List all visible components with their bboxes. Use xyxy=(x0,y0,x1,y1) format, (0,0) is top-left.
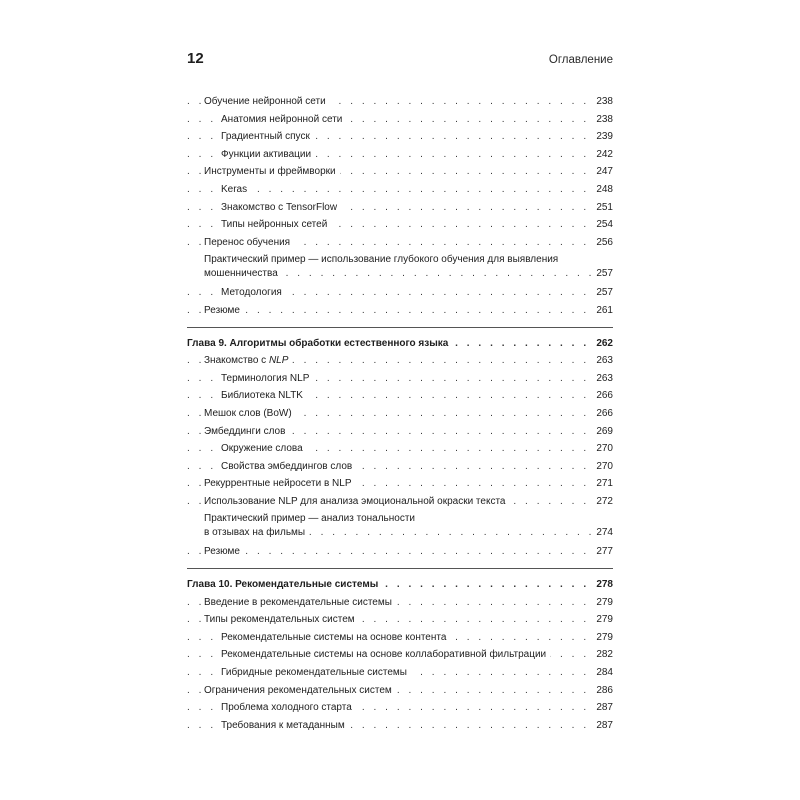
toc-entry-page: 261 xyxy=(592,302,613,320)
toc-entry[interactable] xyxy=(187,475,613,493)
toc-entry-page: 251 xyxy=(592,199,613,217)
toc-entry[interactable] xyxy=(187,199,613,217)
toc-entry[interactable] xyxy=(187,611,613,629)
toc-entry-title: Типы рекомендательных систем xyxy=(204,614,359,625)
toc-entry[interactable] xyxy=(187,216,613,234)
toc-entry[interactable] xyxy=(187,423,613,441)
toc-chapter-title: Глава 9. Алгоритмы обработки естественного языка xyxy=(187,338,452,349)
toc-entry[interactable] xyxy=(187,146,613,164)
toc-entry[interactable] xyxy=(187,646,613,664)
toc-entry-page: 238 xyxy=(592,93,613,111)
toc-entry-page: 256 xyxy=(592,234,613,252)
toc-entry-title: Окружение слова xyxy=(221,443,307,454)
toc-entry-page: 257 xyxy=(592,284,613,302)
toc-entry[interactable] xyxy=(187,510,613,543)
toc-entry-page: 279 xyxy=(592,629,613,647)
toc-entry-title-line1: Практический пример — использование глубокого обучения для выявления xyxy=(204,254,559,266)
toc-entry-page: 274 xyxy=(592,526,613,540)
toc-entry-page: 277 xyxy=(592,543,613,561)
toc-entry[interactable] xyxy=(187,493,613,511)
toc-entry[interactable] xyxy=(187,405,613,423)
toc-entry-title: Проблема холодного старта xyxy=(221,702,356,713)
toc-entry[interactable] xyxy=(187,370,613,388)
toc-entry-page: 270 xyxy=(592,458,613,476)
toc-entry[interactable] xyxy=(187,163,613,181)
toc-entry[interactable] xyxy=(187,284,613,302)
toc-entry-title: Методология xyxy=(221,287,286,298)
toc-entry-page: 266 xyxy=(592,405,613,423)
toc-entry[interactable] xyxy=(187,234,613,252)
toc-entry-title: Рекуррентные нейросети в NLP xyxy=(204,478,356,489)
running-head: Оглавление xyxy=(548,54,613,66)
toc-entry-title: Ограничения рекомендательных систем xyxy=(204,685,396,696)
toc-entry-title: Требования к метаданным xyxy=(221,720,349,731)
toc-entry-title: Эмбеддинги слов xyxy=(204,426,289,437)
table-of-contents xyxy=(187,93,613,734)
toc-entry-title-em: NLP xyxy=(268,355,289,367)
chapter-divider xyxy=(187,568,613,569)
toc-entry[interactable] xyxy=(187,128,613,146)
toc-entry-title: Знакомство с TensorFlow xyxy=(221,202,341,213)
toc-entry-title: Введение в рекомендательные системы xyxy=(204,597,396,608)
toc-entry-page: 242 xyxy=(592,146,613,164)
toc-entry-page: 279 xyxy=(592,611,613,629)
toc-entry-title: Резюме xyxy=(204,546,244,557)
toc-entry-title: Инструменты и фреймворки xyxy=(204,166,340,177)
toc-entry-page: 248 xyxy=(592,181,613,199)
page-number: 12 xyxy=(187,50,204,67)
toc-entry-page: 287 xyxy=(592,699,613,717)
toc-entry-title-line2: в отзывах на фильмы xyxy=(204,527,309,538)
toc-entry-title: Обучение нейронной сети xyxy=(204,96,330,107)
toc-entry-page: 282 xyxy=(592,646,613,664)
toc-entry[interactable] xyxy=(187,93,613,111)
toc-entry-title: Резюме xyxy=(204,305,244,316)
toc-entry[interactable] xyxy=(187,629,613,647)
toc-entry-title-line2: мошенничества xyxy=(204,268,282,279)
toc-entry[interactable] xyxy=(187,352,613,370)
toc-entry-title: Знакомство с NLP xyxy=(204,355,292,366)
toc-entry[interactable] xyxy=(187,682,613,700)
toc-entry[interactable] xyxy=(187,717,613,735)
toc-entry-title-line1: Практический пример — анализ тональности xyxy=(204,513,416,525)
toc-entry-page: 263 xyxy=(592,352,613,370)
toc-entry-page: 269 xyxy=(592,423,613,441)
toc-entry-title: Типы нейронных сетей xyxy=(221,219,331,230)
chapter-divider xyxy=(187,327,613,328)
toc-entry-title: Функции активации xyxy=(221,149,315,160)
toc-entry[interactable] xyxy=(187,699,613,717)
toc-entry-page: 247 xyxy=(592,163,613,181)
toc-entry[interactable] xyxy=(187,111,613,129)
toc-entry-page: 279 xyxy=(592,594,613,612)
toc-entry-page: 284 xyxy=(592,664,613,682)
toc-entry-title: Мешок слов (BoW) xyxy=(204,408,296,419)
toc-chapter-title: Глава 10. Рекомендательные системы xyxy=(187,579,382,590)
toc-entry-title: Градиентный спуск xyxy=(221,131,314,142)
toc-entry[interactable] xyxy=(187,543,613,561)
toc-entry[interactable] xyxy=(187,458,613,476)
toc-entry-title: Рекомендательные системы на основе контента xyxy=(221,632,450,643)
toc-entry-page: 271 xyxy=(592,475,613,493)
toc-entry-title: Библиотека NLTK xyxy=(221,390,307,401)
toc-entry-page: 287 xyxy=(592,717,613,735)
toc-chapter-page: 262 xyxy=(592,335,613,353)
toc-entry[interactable] xyxy=(187,440,613,458)
toc-entry-title: Анатомия нейронной сети xyxy=(221,114,346,125)
toc-entry-title: Рекомендательные системы на основе коллаборативной фильтрации xyxy=(221,649,550,660)
toc-chapter-page: 278 xyxy=(592,576,613,594)
toc-entry-page: 272 xyxy=(592,493,613,511)
toc-entry-page: 286 xyxy=(592,682,613,700)
toc-entry-title: Keras xyxy=(221,184,251,195)
toc-entry-page: 257 xyxy=(592,267,613,281)
toc-entry[interactable] xyxy=(187,387,613,405)
toc-entry-page: 239 xyxy=(592,128,613,146)
toc-entry-page: 254 xyxy=(592,216,613,234)
toc-entry-title: Гибридные рекомендательные системы xyxy=(221,667,411,678)
toc-chapter-9[interactable] xyxy=(187,335,613,353)
toc-entry[interactable] xyxy=(187,302,613,320)
toc-entry[interactable] xyxy=(187,181,613,199)
toc-entry[interactable] xyxy=(187,594,613,612)
toc-entry[interactable] xyxy=(187,251,613,284)
toc-entry-title: Перенос обучения xyxy=(204,237,294,248)
toc-entry-title: Терминология NLP xyxy=(221,373,313,384)
toc-entry-page: 270 xyxy=(592,440,613,458)
toc-entry-page: 238 xyxy=(592,111,613,129)
toc-entry-page: 263 xyxy=(592,370,613,388)
toc-entry-title: Использование NLP для анализа эмоциональной окраски текста xyxy=(204,496,509,507)
toc-entry-title: Свойства эмбеддингов слов xyxy=(221,461,356,472)
toc-entry-page: 266 xyxy=(592,387,613,405)
toc-entry[interactable] xyxy=(187,664,613,682)
toc-chapter-10[interactable] xyxy=(187,576,613,594)
